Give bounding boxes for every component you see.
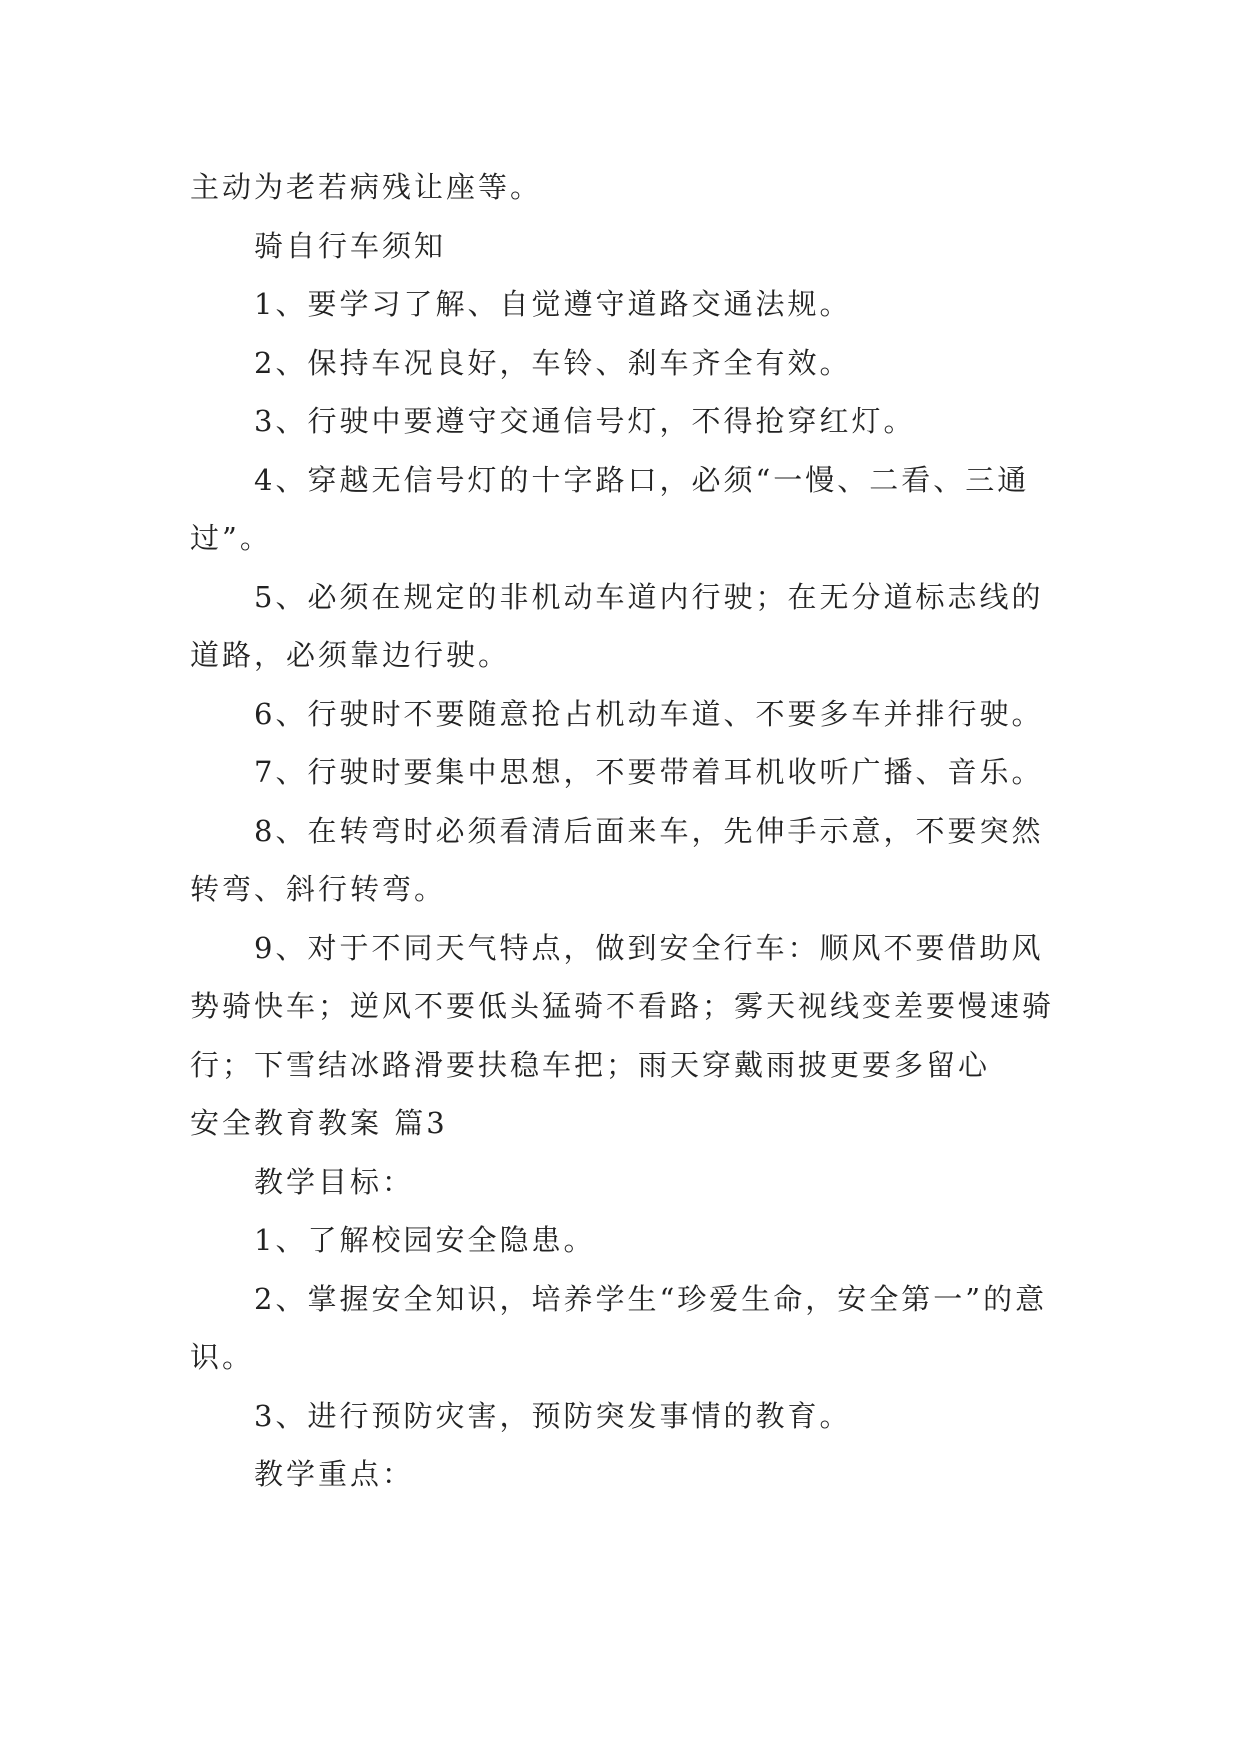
list-item: 4、穿越无信号灯的十字路口，必须“一慢、二看、三通过”。 [190, 462, 1030, 555]
list-item: 9、对于不同天气特点，做到安全行车：顺风不要借助风势骑快车；逆风不要低头猛骑不看路；雾天视线变差要慢速骑行；下雪结冰路滑要扶稳车把；雨天穿戴雨披更要多留心 [190, 930, 1055, 1082]
list-item: 1、要学习了解、自觉遵守道路交通法规。 [254, 287, 852, 321]
list-item: 3、进行预防灾害，预防突发事情的教育。 [254, 1398, 852, 1433]
list-item: 8、在转弯时必须看清后面来车，先伸手示意，不要突然转弯、斜行转弯。 [190, 813, 1044, 906]
list-item: 7、行驶时要集中思想，不要带着耳机收听广播、音乐。 [254, 755, 1044, 789]
list-item: 3、行驶中要遵守交通信号灯，不得抢穿红灯。 [254, 404, 916, 438]
list-item: 5、必须在规定的非机动车道内行驶；在无分道标志线的道路，必须靠边行驶。 [190, 579, 1044, 672]
list-item: 1、了解校园安全隐患。 [254, 1223, 596, 1257]
subheading-goals: 教学目标： [254, 1164, 415, 1199]
section-heading: 安全教育教案 篇3 [190, 1106, 448, 1140]
paragraph-continuation: 主动为老若病残让座等。 [190, 170, 543, 204]
subheading-focus: 教学重点： [254, 1457, 415, 1491]
section-title-bicycle: 骑自行车须知 [254, 228, 447, 263]
list-item: 2、掌握安全知识，培养学生“珍爱生命，安全第一”的意识。 [190, 1281, 1048, 1374]
list-item: 2、保持车况良好，车铃、刹车齐全有效。 [254, 345, 852, 380]
list-item: 6、行驶时不要随意抢占机动车道、不要多车并排行驶。 [254, 696, 1044, 731]
document-body [190, 158, 1070, 1504]
